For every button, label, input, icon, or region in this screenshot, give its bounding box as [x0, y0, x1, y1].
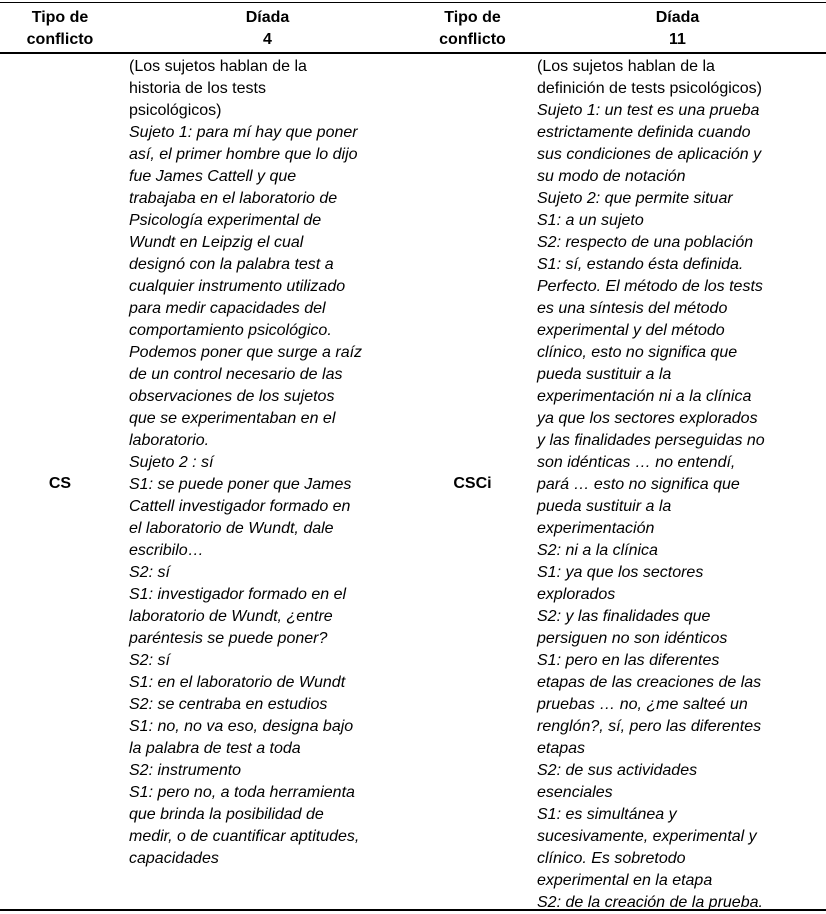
dialogue-line: experimental y del método	[537, 322, 725, 339]
dialogue-line: S2: sí	[129, 652, 170, 669]
dialogue-line: cualquier instrumento utilizado	[129, 278, 346, 295]
dialogue-line: S2: y las finalidades que	[537, 608, 711, 625]
header-tipo-conflicto-right	[415, 7, 530, 51]
dialogue-line: historia de los tests	[129, 80, 266, 97]
dialogue-line: su modo de notación	[537, 168, 686, 185]
dialogue-line: pruebas … no, ¿me salteé un	[537, 696, 748, 713]
dialogue-line: S2: de la creación de la prueba.	[537, 894, 763, 911]
dialogue-line: experimental en la etapa	[537, 872, 713, 889]
dialogue-line: persiguen no son idénticos	[537, 630, 728, 647]
dialogue-line: S2: respecto de una población	[537, 234, 754, 251]
dialogue-line: Sujeto 1: un test es una prueba	[537, 102, 760, 119]
dialogue-line: estrictamente definida cuando	[537, 124, 751, 141]
dialogue-line: explorados	[537, 586, 616, 603]
dialogue-line: S1: sí, estando ésta definida.	[537, 256, 744, 273]
dialogue-line: S1: investigador formado en el	[129, 586, 347, 603]
dialogue-line: fue James Cattell y que	[129, 168, 297, 185]
header-line: Tipo de	[31, 9, 89, 26]
header-diada-11	[530, 7, 825, 51]
dialogue-line: etapas de las creaciones de las	[537, 674, 762, 691]
dialogue-line: Psicología experimental de	[129, 212, 322, 229]
dialogue-line: definición de tests psicológicos)	[537, 80, 763, 97]
dialogue-line: S1: pero en las diferentes	[537, 652, 720, 669]
dialogue-line: pueda sustituir a la	[537, 498, 672, 515]
header-line: conflicto	[26, 31, 94, 48]
dialogue-line: renglón?, sí, pero las diferentes	[537, 718, 762, 735]
dialogue-line: escribilo…	[129, 542, 204, 559]
dialogue-line: de un control necesario de las	[129, 366, 343, 383]
dialogue-line: S1: pero no, a toda herramienta	[129, 784, 355, 801]
dialogue-line: el laboratorio de Wundt, dale	[129, 520, 334, 537]
dialogue-line: sus condiciones de aplicación y	[537, 146, 762, 163]
dialogue-line: laboratorio de Wundt, ¿entre	[129, 608, 333, 625]
conflict-type-cs: CS	[48, 475, 72, 492]
header-diada-4	[120, 7, 415, 51]
dialogue-line: sucesivamente, experimental y	[537, 828, 757, 845]
dialogue-line: S2: sí	[129, 564, 170, 581]
header-tipo-conflicto-left	[0, 7, 120, 51]
dialogue-line: S1: en el laboratorio de Wundt	[129, 674, 346, 691]
dialogue-line: S1: ya que los sectores	[537, 564, 704, 581]
dialogue-line: esenciales	[537, 784, 613, 801]
dialogue-line: S2: se centraba en estudios	[129, 696, 328, 713]
dialogue-line: medir, o de cuantificar aptitudes,	[129, 828, 360, 845]
dialogue-line: Sujeto 2: que permite situar	[537, 190, 733, 207]
header-bottom-rule	[0, 52, 826, 54]
header-line: Tipo de	[444, 9, 501, 26]
dialogue-line: Sujeto 2 : sí	[129, 454, 214, 471]
table-top-rule	[0, 2, 826, 3]
dialogue-line: designó con la palabra test a	[129, 256, 334, 273]
dialogue-line: la palabra de test a toda	[129, 740, 301, 757]
dialogue-line: pueda sustituir a la	[537, 366, 672, 383]
dialogue-line: ya que los sectores explorados	[537, 410, 758, 427]
dialogue-line: Podemos poner que surge a raíz	[129, 344, 363, 361]
dialogue-line: etapas	[537, 740, 586, 757]
dialogue-line: paréntesis se puede poner?	[129, 630, 328, 647]
dialogue-line: experimentación ni a la clínica	[537, 388, 752, 405]
dialogue-line: son idénticas … no entendí,	[537, 454, 736, 471]
dialogue-line: (Los sujetos hablan de la	[537, 58, 715, 75]
dialogue-line: Sujeto 1: para mí hay que poner	[129, 124, 358, 141]
dialogue-line: trabajaba en el laboratorio de	[129, 190, 338, 207]
dialogue-diada-4	[129, 56, 415, 870]
dialogue-line: que se experimentaban en el	[129, 410, 336, 427]
dialogue-line: pará … esto no significa que	[537, 476, 740, 493]
dialogue-line: Perfecto. El método de los tests	[537, 278, 763, 295]
header-line: conflicto	[439, 31, 506, 48]
dialogue-line: S1: se puede poner que James	[129, 476, 352, 493]
dialogue-line: Cattell investigador formado en	[129, 498, 351, 515]
dialogue-line: S1: a un sujeto	[537, 212, 644, 229]
dialogue-line: S2: de sus actividades	[537, 762, 698, 779]
header-line: 4	[263, 31, 272, 48]
dialogue-line: S1: no, no va eso, designa bajo	[129, 718, 354, 735]
dialogue-line: psicológicos)	[129, 102, 222, 119]
header-line: Díada	[655, 9, 700, 26]
header-line: Díada	[245, 9, 290, 26]
dialogue-line: experimentación	[537, 520, 655, 537]
dialogue-line: S1: es simultánea y	[537, 806, 677, 823]
dialogue-line: (Los sujetos hablan de la	[129, 58, 307, 75]
dialogue-line: es una síntesis del método	[537, 300, 728, 317]
dialogue-line: así, el primer hombre que lo dijo	[129, 146, 358, 163]
dialogue-line: laboratorio.	[129, 432, 210, 449]
conflict-type-csci: CSCi	[453, 475, 492, 492]
dialogue-diada-11	[537, 56, 825, 914]
dialogue-line: S2: instrumento	[129, 762, 242, 779]
dialogue-line: clínico. Es sobretodo	[537, 850, 686, 867]
dialogue-line: y las finalidades perseguidas no	[537, 432, 765, 449]
dialogue-line: capacidades	[129, 850, 219, 867]
dialogue-line: observaciones de los sujetos	[129, 388, 335, 405]
dialogue-line: comportamiento psicológico.	[129, 322, 332, 339]
header-line: 11	[669, 31, 686, 48]
dialogue-line: para medir capacidades del	[129, 300, 326, 317]
dialogue-line: S2: ni a la clínica	[537, 542, 658, 559]
dialogue-line: clínico, esto no significa que	[537, 344, 738, 361]
dialogue-line: Wundt en Leipzig el cual	[129, 234, 304, 251]
dialogue-line: que brinda la posibilidad de	[129, 806, 324, 823]
